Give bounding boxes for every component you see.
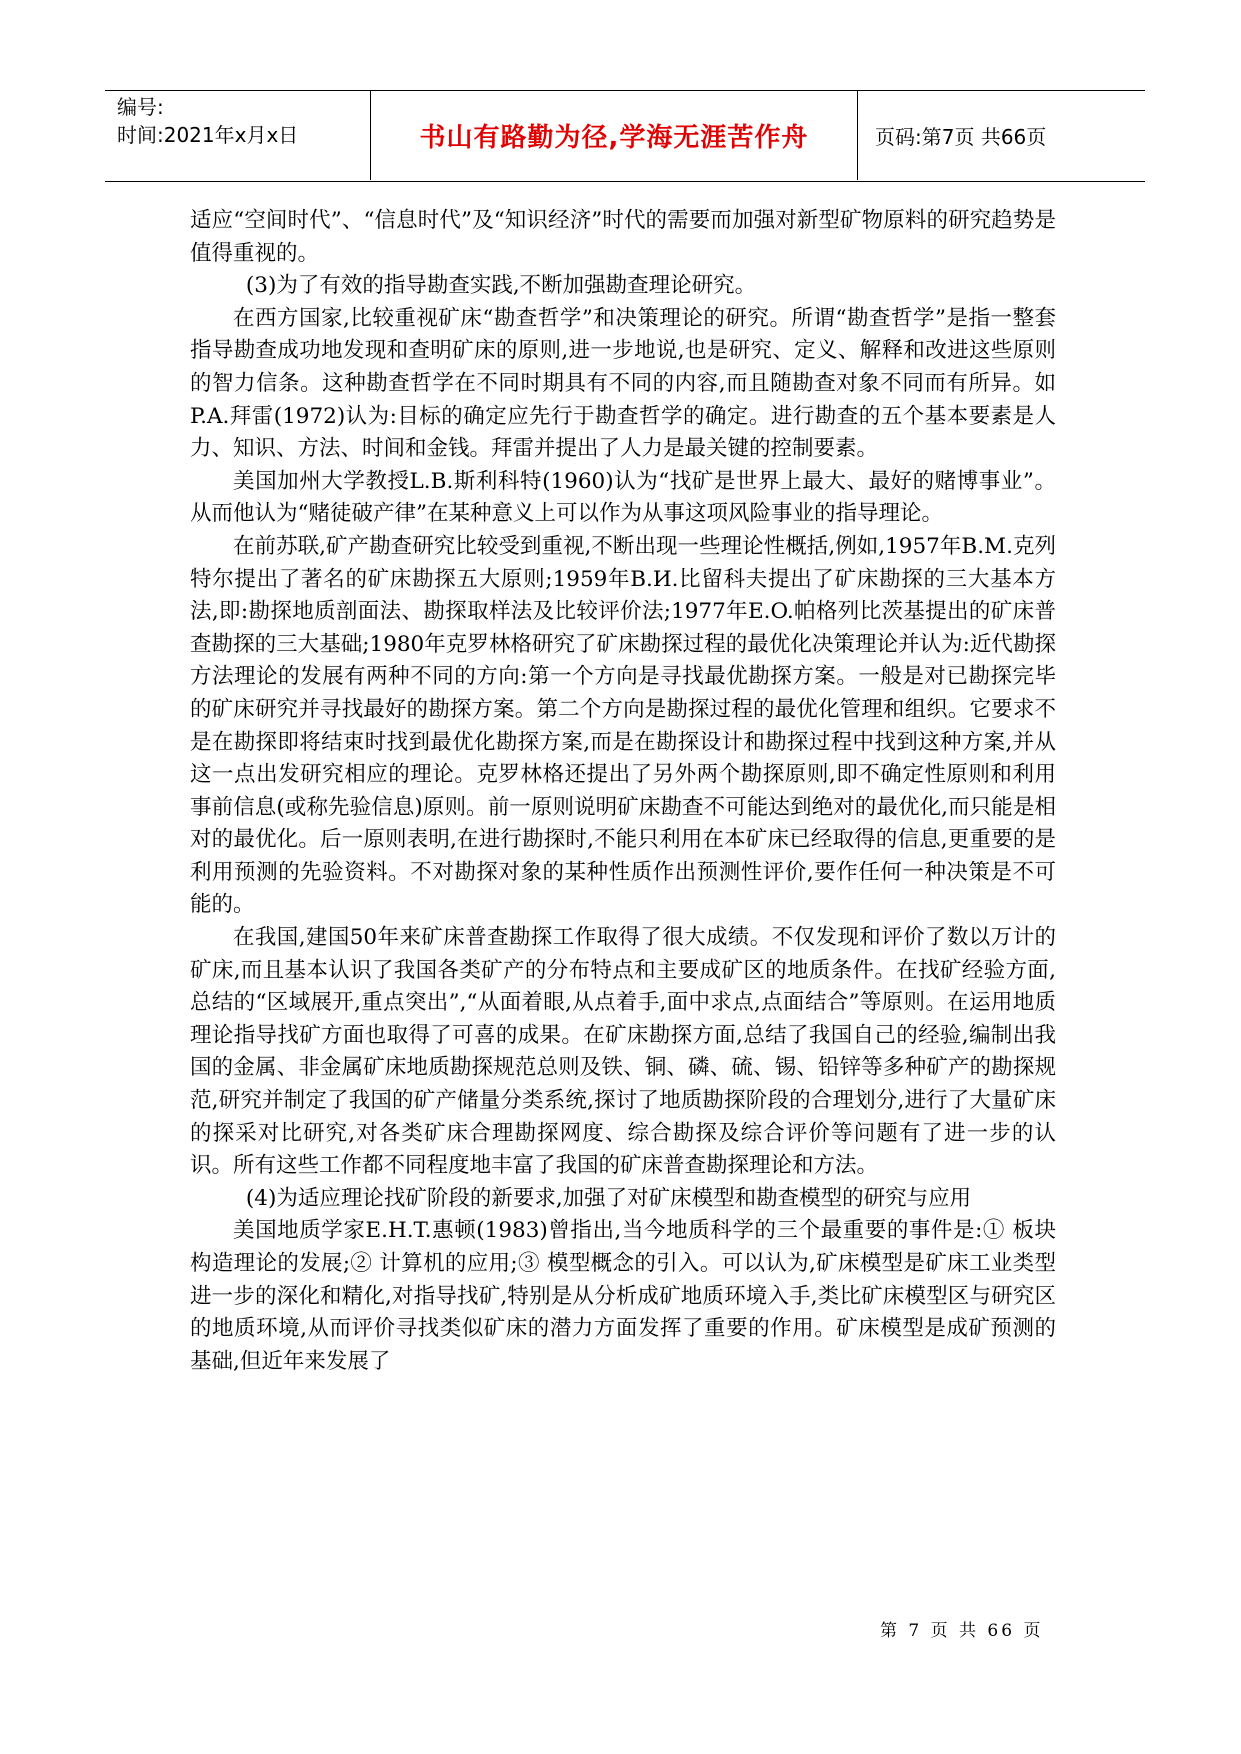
section-heading: (3)为了有效的指导勘查实践,不断加强勘查理论研究。 — [245, 273, 757, 299]
paragraph: 美国加州大学教授L.B.斯利科特(1960)认为“找矿是世界上最大、最好的赌博事业”。从而他认为“赌徒破产律”在某种意义上可以作为从事这项风险事业的指导理论。 — [190, 468, 1056, 527]
header-motto: 书山有路勤为径,学海无涯苦作舟 — [419, 123, 809, 153]
header-page-number: 页码:第7页 共66页 — [875, 125, 1047, 149]
section-heading: (4)为适应理论找矿阶段的新要求,加强了对矿床模型和勘查模型的研究与应用 — [245, 1185, 972, 1211]
number-label: 编号: — [117, 95, 164, 119]
paragraph: 在前苏联,矿产勘查研究比较受到重视,不断出现一些理论性概括,例如,1957年B.M.克列特尔提出了著名的矿床勘探五大原则;1959年B.И.比留科夫提出了矿床勘探的三大基本方法,即:勘探地质剖面法、勘探取样法及比较评价法;1977年E.O.帕格列比茨基提出的矿床普查勘探的三大基础;1980年克罗林格研究了矿床勘探过程的最优化决策理论并认为:近代勘探方法理论的发展有两种不同的方向:第一个方向是寻找最优勘探方案。一般是对已勘探完毕的矿床研究并寻找最好的勘探方案。第二个方向是勘探过程的最优化管理和组织。它要求不是在勘探即将结束时找到最优化勘探方案,而是在勘探设计和勘探过程中找到这种方案,并从这一点出发研究相应的理论。克罗林格还提出了另外两个勘探原则,即不确定性原则和利用事前信息(或称先验信息)原则。前一原则说明矿床勘查不可能达到绝对的最优化,而只能是相对的最优化。后一原则表明,在进行勘探时,不能只利用在本矿床已经取得的信息,更重要的是利用预测的先验资料。不对勘探对象的某种性质作出预测性评价,要作任何一种决策是不可能的。 — [190, 533, 1056, 918]
paragraph: 美国地质学家E.H.T.惠顿(1983)曾指出,当今地质科学的三个最重要的事件是:① 板块构造理论的发展;② 计算机的应用;③ 模型概念的引入。可以认为,矿床模型是矿床工业类型进一步的深化和精化,对指导找矿,特别是从分析成矿地质环境入手,类比矿床模型区与研究区的地质环境,从而评价寻找类似矿床的潜力方面发挥了重要的作用。矿床模型是成矿预测的基础,但近年来发展了 — [190, 1218, 1056, 1374]
paragraph: 在西方国家,比较重视矿床“勘查哲学”和决策理论的研究。所谓“勘查哲学”是指一整套指导勘查成功地发现和查明矿床的原则,进一步地说,也是研究、定义、解释和改进这些原则的智力信条。这种勘查哲学在不同时期具有不同的内容,而且随勘查对象不同而有所异。如P.A.拜雷(1972)认为:目标的确定应先行于勘查哲学的确定。进行勘查的五个基本要素是人力、知识、方法、时间和金钱。拜雷并提出了人力是最关键的控制要素。 — [190, 305, 1056, 462]
header-divider — [370, 91, 371, 180]
paragraph: 适应“空间时代”、“信息时代”及“知识经济”时代的需要而加强对新型矿物原料的研究趋势是值得重视的。 — [190, 208, 1056, 266]
time-label: 时间:2021年x月x日 — [117, 123, 299, 147]
paragraph: 在我国,建国50年来矿床普查勘探工作取得了很大成绩。不仅发现和评价了数以万计的矿床,而且基本认识了我国各类矿产的分布特点和主要成矿区的地质条件。在找矿经验方面,总结的“区域展开,重点突出”,“从面着眼,从点着手,面中求点,点面结合”等原则。在运用地质理论指导找矿方面也取得了可喜的成果。在矿床勘探方面,总结了我国自己的经验,编制出我国的金属、非金属矿床地质勘探规范总则及铁、铜、磷、硫、锡、铅锌等多种矿产的勘探规范,研究并制定了我国的矿产储量分类系统,探讨了地质勘探阶段的合理划分,进行了大量矿床的探采对比研究,对各类矿床合理勘探网度、综合勘探及综合评价等问题有了进一步的认识。所有这些工作都不同程度地丰富了我国的矿床普查勘探理论和方法。 — [190, 925, 1056, 1179]
document-header — [105, 90, 1145, 182]
page-footer: 第 7 页 共 66 页 — [880, 1621, 1044, 1641]
document-body — [190, 205, 1056, 1378]
header-divider — [857, 91, 858, 180]
